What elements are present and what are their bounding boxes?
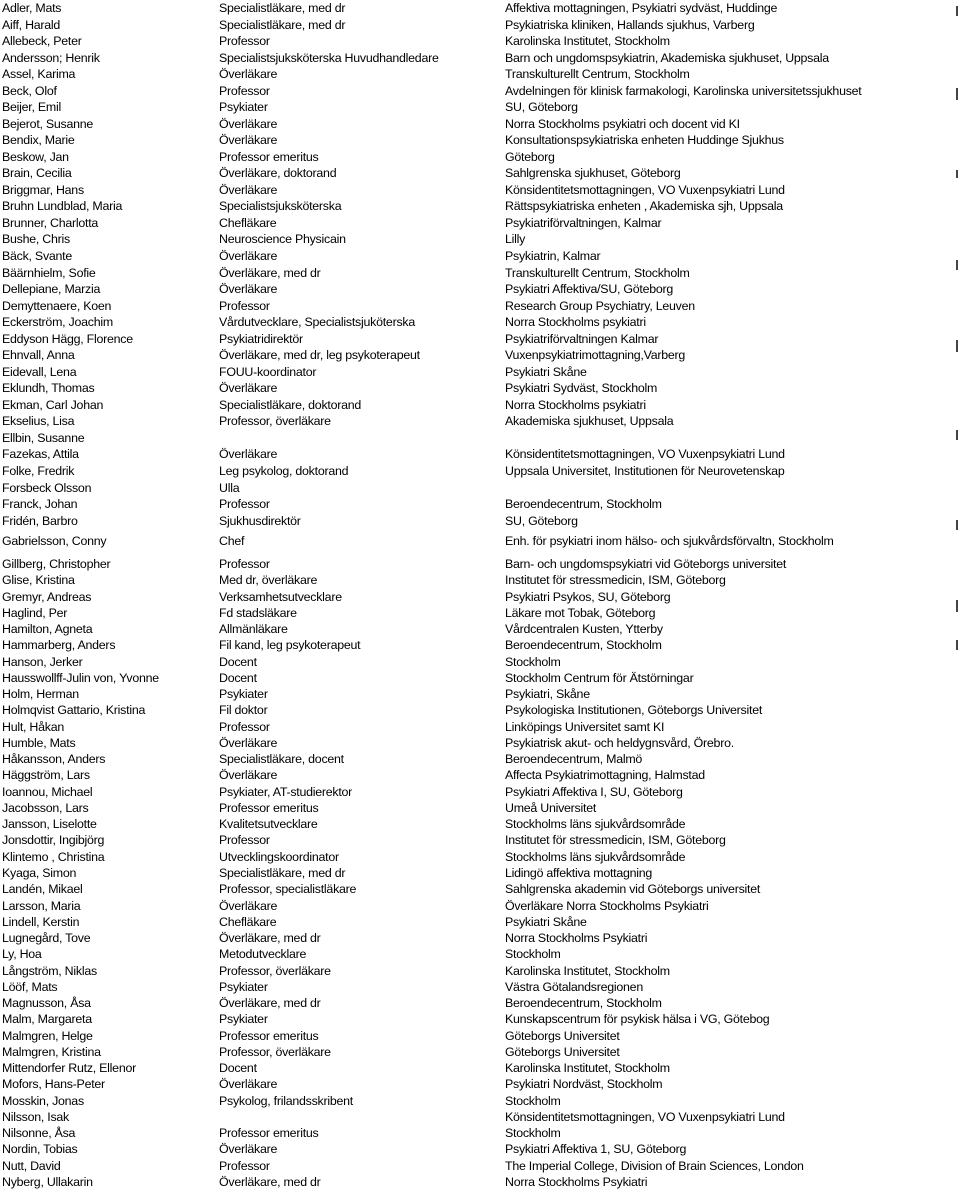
participant-name: Forsbeck Olsson xyxy=(2,481,92,495)
participant-name: Magnusson, Åsa xyxy=(2,996,91,1010)
participant-organization: Norra Stockholms psykiatri xyxy=(505,315,646,329)
participant-title: Docent xyxy=(219,1061,257,1075)
table-row xyxy=(0,995,960,1011)
participant-title: Metodutvecklare xyxy=(219,947,307,961)
table-row xyxy=(0,1028,960,1044)
participant-title: Vårdutvecklare, Specialistsjuköterska xyxy=(219,315,415,329)
table-row xyxy=(0,1093,960,1109)
table-row xyxy=(0,1076,960,1092)
participant-title: Docent xyxy=(219,655,257,669)
table-row xyxy=(0,413,960,429)
table-row xyxy=(0,637,960,653)
participant-title: Med dr, överläkare xyxy=(219,573,318,587)
participant-organization: Psykiatriförvaltningen, Kalmar xyxy=(505,216,662,230)
participant-organization: Sahlgrenska akademin vid Göteborgs universitet xyxy=(505,882,761,896)
table-row xyxy=(0,33,960,49)
participant-organization: Avdelningen för klinisk farmakologi, Karolinska universitetssjukhuset xyxy=(505,84,862,98)
participant-name: Allebeck, Peter xyxy=(2,34,82,48)
participant-title: Överläkare xyxy=(219,1077,278,1091)
participant-name: Larsson, Maria xyxy=(2,899,81,913)
participant-name: Nutt, David xyxy=(2,1159,61,1173)
participant-organization: SU, Göteborg xyxy=(505,100,578,114)
table-row xyxy=(0,364,960,380)
participant-title: Psykiater xyxy=(219,1012,268,1026)
participant-organization: Norra Stockholms Psykiatri xyxy=(505,931,648,945)
participant-title: Psykolog, frilandsskribent xyxy=(219,1094,353,1108)
participant-organization: Könsidentitetsmottagningen, VO Vuxenpsykiatri Lund xyxy=(505,1110,785,1124)
table-row xyxy=(0,849,960,865)
table-row xyxy=(0,881,960,897)
participant-title: FOUU-koordinator xyxy=(219,365,317,379)
participant-name: Långström, Niklas xyxy=(2,964,97,978)
participant-title: Överläkare, med dr xyxy=(219,931,321,945)
table-row xyxy=(0,589,960,605)
table-row xyxy=(0,215,960,231)
participant-name: Nilsson, Isak xyxy=(2,1110,69,1124)
participant-name: Ekman, Carl Johan xyxy=(2,398,104,412)
table-row xyxy=(0,533,960,549)
participant-organization: Psykiatriförvaltningen Kalmar xyxy=(505,332,659,346)
participant-organization: Västra Götalandsregionen xyxy=(505,980,643,994)
participant-title: Överläkare xyxy=(219,117,278,131)
participant-organization: Psykiatri Skåne xyxy=(505,915,587,929)
participant-name: Assel, Karima xyxy=(2,67,76,81)
table-row xyxy=(0,1060,960,1076)
participant-title: Överläkare xyxy=(219,249,278,263)
participant-organization: Stockholm Centrum för Ätstörningar xyxy=(505,671,694,685)
table-row xyxy=(0,946,960,962)
participant-name: Mittendorfer Rutz, Ellenor xyxy=(2,1061,136,1075)
participant-organization: Konsultationspsykiatriska enheten Huddinge Sjukhus xyxy=(505,133,784,147)
participant-title: Psykiater xyxy=(219,687,268,701)
participant-title: Leg psykolog, doktorand xyxy=(219,464,349,478)
table-row xyxy=(0,281,960,297)
participant-title: Fil doktor xyxy=(219,703,268,717)
participant-title: Ulla xyxy=(219,481,240,495)
participant-organization: Vuxenpsykiatrimottagning,Varberg xyxy=(505,348,686,362)
participant-name: Humble, Mats xyxy=(2,736,76,750)
table-row xyxy=(0,1174,960,1190)
participant-name: Dellepiane, Marzia xyxy=(2,282,101,296)
table-row xyxy=(0,621,960,637)
participant-name: Kyaga, Simon xyxy=(2,866,77,880)
participant-organization: Affecta Psykiatrimottagning, Halmstad xyxy=(505,768,705,782)
participant-name: Malm, Margareta xyxy=(2,1012,92,1026)
participant-title: Neuroscience Physicain xyxy=(219,232,346,246)
table-row xyxy=(0,198,960,214)
participant-organization: Karolinska Institutet, Stockholm xyxy=(505,34,670,48)
table-row xyxy=(0,1141,960,1157)
participant-title: Överläkare xyxy=(219,899,278,913)
participant-organization: Göteborg xyxy=(505,150,555,164)
participant-title: Överläkare xyxy=(219,381,278,395)
participant-organization: Transkulturellt Centrum, Stockholm xyxy=(505,67,690,81)
participant-name: Nyberg, Ullakarin xyxy=(2,1175,93,1189)
table-row xyxy=(0,800,960,816)
participant-organization: Psykiatri, Skåne xyxy=(505,687,590,701)
participant-title: Professor emeritus xyxy=(219,150,319,164)
participant-title: Specialistläkare, med dr xyxy=(219,18,346,32)
table-row xyxy=(0,1158,960,1174)
participant-name: Ellbin, Susanne xyxy=(2,431,85,445)
participant-organization: Transkulturellt Centrum, Stockholm xyxy=(505,266,690,280)
participant-title: Utvecklingskoordinator xyxy=(219,850,339,864)
participant-title: Professor, specialistläkare xyxy=(219,882,357,896)
participant-title: Professor emeritus xyxy=(219,1029,319,1043)
participant-organization: Institutet för stressmedicin, ISM, Göteborg xyxy=(505,833,726,847)
table-row xyxy=(0,735,960,751)
participant-organization: Lilly xyxy=(505,232,526,246)
participant-name: Hammarberg, Anders xyxy=(2,638,116,652)
table-row xyxy=(0,265,960,281)
participant-title: Psykiater xyxy=(219,100,268,114)
participant-organization: SU, Göteborg xyxy=(505,514,578,528)
participant-title: Överläkare, med dr xyxy=(219,1175,321,1189)
participant-title: Sjukhusdirektör xyxy=(219,514,301,528)
participant-organization: Psykologiska Institutionen, Göteborgs Universitet xyxy=(505,703,763,717)
participant-title: Specialistläkare, docent xyxy=(219,752,344,766)
participant-name: Malmgren, Helge xyxy=(2,1029,93,1043)
participant-organization: Linköpings Universitet samt KI xyxy=(505,720,665,734)
participant-name: Beijer, Emil xyxy=(2,100,61,114)
participant-name: Bruhn Lundblad, Maria xyxy=(2,199,123,213)
participant-title: Överläkare xyxy=(219,67,278,81)
participant-title: Allmänläkare xyxy=(219,622,288,636)
participant-organization: Psykiatri Skåne xyxy=(505,365,587,379)
table-row xyxy=(0,380,960,396)
participant-name: Eckerström, Joachim xyxy=(2,315,113,329)
table-row xyxy=(0,719,960,735)
participant-organization: Enh. för psykiatri inom hälso- och sjukvårdsförvaltn, Stockholm xyxy=(505,534,834,548)
participant-organization: Affektiva mottagningen, Psykiatri sydväst, Huddinge xyxy=(505,1,778,15)
participant-title: Överläkare, med dr xyxy=(219,266,321,280)
table-row xyxy=(0,930,960,946)
table-row xyxy=(0,50,960,66)
participant-organization: Beroendecentrum, Malmö xyxy=(505,752,643,766)
table-row xyxy=(0,1011,960,1027)
participant-title: Psykiatridirektör xyxy=(219,332,303,346)
table-row xyxy=(0,686,960,702)
participant-title: Överläkare xyxy=(219,282,278,296)
participant-organization: Psykiatrisk akut- och heldygnsvård, Örebro. xyxy=(505,736,734,750)
participant-organization: Norra Stockholms psykiatri och docent vid KI xyxy=(505,117,740,131)
table-row xyxy=(0,816,960,832)
participant-name: Jansson, Liselotte xyxy=(2,817,97,831)
participant-title: Professor xyxy=(219,34,270,48)
participant-name: Brain, Cecilia xyxy=(2,166,72,180)
participant-name: Eklundh, Thomas xyxy=(2,381,95,395)
participant-title: Professor xyxy=(219,84,270,98)
participant-title: Överläkare, med dr xyxy=(219,996,321,1010)
participant-title: Professor, överläkare xyxy=(219,964,331,978)
participant-title: Professor xyxy=(219,1159,270,1173)
table-row xyxy=(0,1044,960,1060)
participant-organization: Karolinska Institutet, Stockholm xyxy=(505,964,670,978)
participant-organization: Stockholms läns sjukvårdsområde xyxy=(505,817,686,831)
participant-organization: Psykiatri Affektiva I, SU, Göteborg xyxy=(505,785,683,799)
participant-organization: Psykiatri Affektiva 1, SU, Göteborg xyxy=(505,1142,687,1156)
participant-name: Beskow, Jan xyxy=(2,150,69,164)
participant-organization: Könsidentitetsmottagningen, VO Vuxenpsykiatri Lund xyxy=(505,183,785,197)
participant-organization: Psykiatriska kliniken, Hallands sjukhus, Varberg xyxy=(505,18,755,32)
participant-name: Demyttenaere, Koen xyxy=(2,299,112,313)
participant-organization: Vårdcentralen Kusten, Ytterby xyxy=(505,622,663,636)
participant-title: Specialistläkare, doktorand xyxy=(219,398,362,412)
participant-organization: Barn och ungdomspsykiatrin, Akademiska sjukhuset, Uppsala xyxy=(505,51,829,65)
participant-name: Bejerot, Susanne xyxy=(2,117,94,131)
participant-name: Ioannou, Michael xyxy=(2,785,93,799)
participant-name: Nilsonne, Åsa xyxy=(2,1126,76,1140)
clipped-right-column-edge xyxy=(956,0,960,1190)
participant-name: Ehnvall, Anna xyxy=(2,348,75,362)
table-row xyxy=(0,165,960,181)
table-row xyxy=(0,116,960,132)
table-row xyxy=(0,572,960,588)
table-row xyxy=(0,832,960,848)
participant-name: Adler, Mats xyxy=(2,1,62,15)
participant-name: Bäärnhielm, Sofie xyxy=(2,266,96,280)
participant-title: Specialistsjuksköterska Huvudhandledare xyxy=(219,51,439,65)
participant-title: Specialistläkare, med dr xyxy=(219,866,346,880)
table-row xyxy=(0,83,960,99)
participant-name: Hamilton, Agneta xyxy=(2,622,93,636)
table-row xyxy=(0,865,960,881)
participant-title: Professor xyxy=(219,299,270,313)
table-row xyxy=(0,430,960,446)
table-row xyxy=(0,751,960,767)
participant-title: Fil kand, leg psykoterapeut xyxy=(219,638,361,652)
participant-name: Nordin, Tobias xyxy=(2,1142,78,1156)
participant-organization: Uppsala Universitet, Institutionen för Neurovetenskap xyxy=(505,464,785,478)
participant-organization: Akademiska sjukhuset, Uppsala xyxy=(505,414,674,428)
participant-organization: Norra Stockholms psykiatri xyxy=(505,398,646,412)
participant-organization: Psykiatri Nordväst, Stockholm xyxy=(505,1077,663,1091)
participant-organization: Överläkare Norra Stockholms Psykiatri xyxy=(505,899,709,913)
table-row xyxy=(0,784,960,800)
table-row xyxy=(0,463,960,479)
table-row xyxy=(0,1109,960,1125)
table-row xyxy=(0,767,960,783)
participant-organization: Stockholms läns sjukvårdsområde xyxy=(505,850,686,864)
table-row xyxy=(0,397,960,413)
table-row xyxy=(0,1125,960,1141)
participant-title: Överläkare xyxy=(219,736,278,750)
participant-name: Beck, Olof xyxy=(2,84,57,98)
table-row xyxy=(0,66,960,82)
participant-title: Överläkare xyxy=(219,447,278,461)
table-row xyxy=(0,0,960,16)
participant-organization: Psykiatrin, Kalmar xyxy=(505,249,601,263)
participant-organization: Läkare mot Tobak, Göteborg xyxy=(505,606,656,620)
table-row xyxy=(0,132,960,148)
participant-name: Hausswollff-Julin von, Yvonne xyxy=(2,671,159,685)
participant-organization: Lidingö affektiva mottagning xyxy=(505,866,653,880)
participant-name: Gabrielsson, Conny xyxy=(2,534,107,548)
participant-name: Folke, Fredrik xyxy=(2,464,75,478)
participant-organization: Stockholm xyxy=(505,1126,561,1140)
table-row xyxy=(0,314,960,330)
table-row xyxy=(0,979,960,995)
table-row xyxy=(0,654,960,670)
table-row xyxy=(0,182,960,198)
participant-name: Hanson, Jerker xyxy=(2,655,83,669)
table-row xyxy=(0,298,960,314)
table-row xyxy=(0,914,960,930)
participant-organization: Norra Stockholms Psykiatri xyxy=(505,1175,648,1189)
participant-organization: Karolinska Institutet, Stockholm xyxy=(505,1061,670,1075)
participant-organization: Beroendecentrum, Stockholm xyxy=(505,638,662,652)
participant-title: Professor xyxy=(219,497,270,511)
participant-organization: Research Group Psychiatry, Leuven xyxy=(505,299,695,313)
table-row xyxy=(0,149,960,165)
participant-title: Professor xyxy=(219,833,270,847)
table-row xyxy=(0,496,960,512)
participant-organization: Stockholm xyxy=(505,655,561,669)
participant-name: Franck, Johan xyxy=(2,497,78,511)
participant-title: Psykiater xyxy=(219,980,268,994)
participant-title: Överläkare xyxy=(219,183,278,197)
table-row xyxy=(0,963,960,979)
participant-name: Gillberg, Christopher xyxy=(2,557,111,571)
participant-name: Landén, Mikael xyxy=(2,882,83,896)
participant-organization: Göteborgs Universitet xyxy=(505,1029,620,1043)
participant-name: Fazekas, Attila xyxy=(2,447,79,461)
participant-title: Överläkare xyxy=(219,1142,278,1156)
participant-title: Chefläkare xyxy=(219,216,277,230)
table-row xyxy=(0,99,960,115)
table-row xyxy=(0,670,960,686)
participant-title: Professor xyxy=(219,557,270,571)
participant-title: Kvalitetsutvecklare xyxy=(219,817,318,831)
participant-title: Specialistläkare, med dr xyxy=(219,1,346,15)
participant-organization: Umeå Universitet xyxy=(505,801,597,815)
participant-title: Överläkare xyxy=(219,133,278,147)
participant-name: Haglind, Per xyxy=(2,606,68,620)
participant-name: Ly, Hoa xyxy=(2,947,42,961)
table-row xyxy=(0,446,960,462)
participant-name: Häggström, Lars xyxy=(2,768,90,782)
table-row xyxy=(0,248,960,264)
participant-title: Docent xyxy=(219,671,257,685)
participant-name: Fridén, Barbro xyxy=(2,514,78,528)
participant-title: Specialistsjuksköterska xyxy=(219,199,342,213)
participant-organization: Rättspsykiatriska enheten , Akademiska sjh, Uppsala xyxy=(505,199,783,213)
table-row xyxy=(0,480,960,496)
participant-name: Lugnegård, Tove xyxy=(2,931,91,945)
participant-organization: Sahlgrenska sjukhuset, Göteborg xyxy=(505,166,681,180)
participant-name: Jonsdottir, Ingibjörg xyxy=(2,833,105,847)
table-row xyxy=(0,513,960,529)
participant-organization: Psykiatri Affektiva/SU, Göteborg xyxy=(505,282,674,296)
participant-organization: Barn- och ungdomspsykiatri vid Göteborgs universitet xyxy=(505,557,787,571)
participant-name: Glise, Kristina xyxy=(2,573,75,587)
participant-title: Överläkare xyxy=(219,768,278,782)
participant-name: Jacobsson, Lars xyxy=(2,801,89,815)
participant-name: Bendix, Marie xyxy=(2,133,75,147)
participant-name: Lööf, Mats xyxy=(2,980,58,994)
participant-title: Professor, överläkare xyxy=(219,1045,331,1059)
participant-organization: Psykiatri Sydväst, Stockholm xyxy=(505,381,658,395)
table-row xyxy=(0,898,960,914)
participant-name: Hult, Håkan xyxy=(2,720,64,734)
participant-title: Överläkare, doktorand xyxy=(219,166,337,180)
participant-organization: Stockholm xyxy=(505,1094,561,1108)
participant-organization: Kunskapscentrum för psykisk hälsa i VG, Götebog xyxy=(505,1012,770,1026)
participant-name: Malmgren, Kristina xyxy=(2,1045,101,1059)
participant-organization: Beroendecentrum, Stockholm xyxy=(505,996,662,1010)
table-row xyxy=(0,702,960,718)
participant-name: Mosskin, Jonas xyxy=(2,1094,84,1108)
table-row xyxy=(0,231,960,247)
participant-name: Bäck, Svante xyxy=(2,249,73,263)
table-row xyxy=(0,331,960,347)
participant-title: Professor emeritus xyxy=(219,1126,319,1140)
participant-name: Bushe, Chris xyxy=(2,232,70,246)
table-row xyxy=(0,556,960,572)
participant-name: Aiff, Harald xyxy=(2,18,61,32)
participant-name: Lindell, Kerstin xyxy=(2,915,80,929)
participant-name: Klintemo , Christina xyxy=(2,850,105,864)
participant-title: Professor emeritus xyxy=(219,801,319,815)
participant-title: Chefläkare xyxy=(219,915,277,929)
participant-name: Holm, Herman xyxy=(2,687,79,701)
participant-name: Gremyr, Andreas xyxy=(2,590,92,604)
participant-name: Eidevall, Lena xyxy=(2,365,77,379)
table-row xyxy=(0,17,960,33)
participant-name: Håkansson, Anders xyxy=(2,752,106,766)
participant-name: Holmqvist Gattario, Kristina xyxy=(2,703,146,717)
participant-name: Mofors, Hans-Peter xyxy=(2,1077,105,1091)
participant-organization: Könsidentitetsmottagningen, VO Vuxenpsykiatri Lund xyxy=(505,447,785,461)
participant-name: Eddyson Hägg, Florence xyxy=(2,332,133,346)
participant-organization: The Imperial College, Division of Brain Sciences, London xyxy=(505,1159,804,1173)
participant-title: Psykiater, AT-studierektor xyxy=(219,785,353,799)
participant-organization: Göteborgs Universitet xyxy=(505,1045,620,1059)
participant-title: Verksamhetsutvecklare xyxy=(219,590,342,604)
table-row xyxy=(0,605,960,621)
participant-title: Överläkare, med dr, leg psykoterapeut xyxy=(219,348,420,362)
participant-name: Ekselius, Lisa xyxy=(2,414,75,428)
participant-title: Professor xyxy=(219,720,270,734)
participant-organization: Stockholm xyxy=(505,947,561,961)
participant-title: Chef xyxy=(219,534,245,548)
participant-name: Brunner, Charlotta xyxy=(2,216,99,230)
participant-name: Briggmar, Hans xyxy=(2,183,84,197)
participant-organization: Psykiatri Psykos, SU, Göteborg xyxy=(505,590,671,604)
participant-organization: Beroendecentrum, Stockholm xyxy=(505,497,662,511)
participant-title: Professor, överläkare xyxy=(219,414,331,428)
participant-name: Andersson; Henrik xyxy=(2,51,100,65)
participant-organization: Institutet för stressmedicin, ISM, Göteborg xyxy=(505,573,726,587)
participant-title: Fd stadsläkare xyxy=(219,606,297,620)
table-row xyxy=(0,347,960,363)
